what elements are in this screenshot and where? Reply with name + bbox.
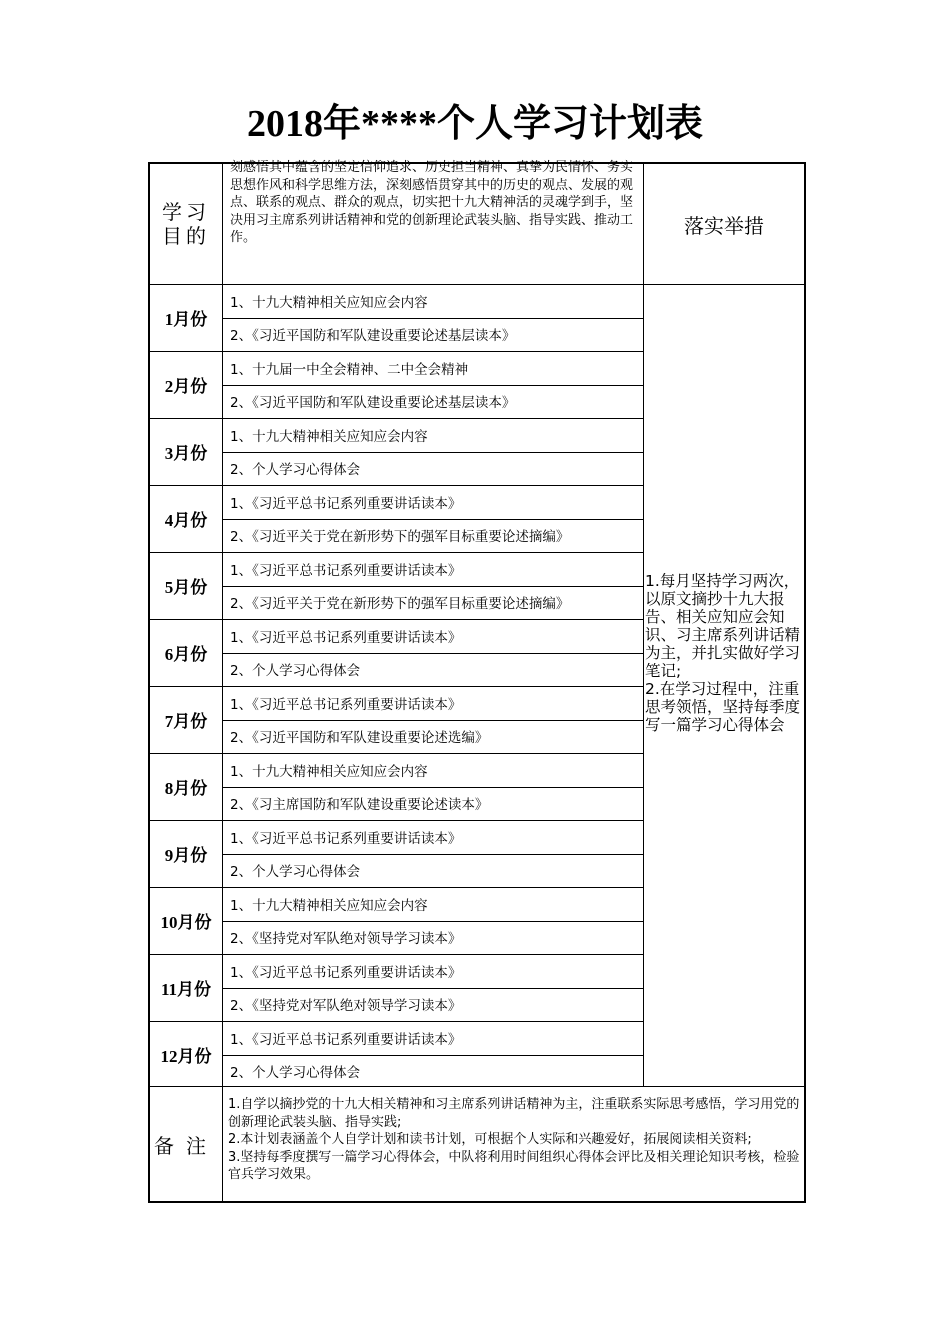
month-label: 7月份 xyxy=(164,712,208,731)
study-item: 1、《习近平总书记系列重要讲话读本》 xyxy=(230,696,462,713)
study-item: 1、十九大精神相关应知应会内容 xyxy=(230,294,428,311)
grid-line xyxy=(643,164,644,1086)
notes-label: 备注 xyxy=(154,1134,218,1158)
grid-line xyxy=(222,586,643,587)
month-label: 3月份 xyxy=(164,444,208,463)
study-item: 2、《习近平关于党在新形势下的强军目标重要论述摘编》 xyxy=(230,596,570,612)
study-item: 1、《习近平总书记系列重要讲话读本》 xyxy=(230,830,462,847)
month-label: 11月份 xyxy=(160,980,212,999)
purpose-label xyxy=(150,164,222,284)
plan-table xyxy=(148,162,806,1203)
grid-line xyxy=(222,1055,643,1056)
page-title: 2018年****个人学习计划表 xyxy=(246,103,703,145)
month-label: 5月份 xyxy=(164,578,208,597)
notes-text: 1.自学以摘抄党的十九大相关精神和习主席系列讲话精神为主，注重联系实际思考感悟，学习用党的创新理论武装头脑、指导实践; 2.本计划表涵盖个人自学计划和读书计划，可根据个人实际和兴趣爱好，拓展阅读相关资料; 3.坚持每季度撰写一篇学习心得体会，中队将利用时间组织心得体会评比及相关理论知识考核，检验官兵学习效果。 xyxy=(228,1097,800,1182)
measures-text: 1.每月坚持学习两次，以原文摘抄十九大报告、相关应知应会知识、习主席系列讲话精为主，并扎实做好学习笔记; 2.在学习过程中，注重思考领悟，坚持每季度写一篇学习心得体会 xyxy=(645,572,801,734)
month-label: 12月份 xyxy=(160,1047,212,1066)
study-item: 2、《习主席国防和军队建设重要论述读本》 xyxy=(230,797,489,813)
study-item: 1、《习近平总书记系列重要讲话读本》 xyxy=(230,1031,462,1048)
study-item: 2、《习近平关于党在新形势下的强军目标重要论述摘编》 xyxy=(230,529,570,545)
grid-line xyxy=(222,854,643,855)
month-label: 6月份 xyxy=(164,645,208,664)
study-item: 2、《坚持党对军队绝对领导学习读本》 xyxy=(230,931,462,947)
study-item: 2、个人学习心得体会 xyxy=(230,864,361,880)
study-item: 1、十九大精神相关应知应会内容 xyxy=(230,763,428,780)
study-item: 2、个人学习心得体会 xyxy=(230,462,361,478)
grid-line xyxy=(222,452,643,453)
month-label: 8月份 xyxy=(164,779,208,798)
month-label: 10月份 xyxy=(160,913,212,932)
study-item: 1、《习近平总书记系列重要讲话读本》 xyxy=(230,629,462,646)
grid-line xyxy=(222,318,643,319)
study-item: 2、《习近平国防和军队建设重要论述基层读本》 xyxy=(230,395,516,411)
month-label: 9月份 xyxy=(164,846,208,865)
study-item: 2、个人学习心得体会 xyxy=(230,663,361,679)
study-item: 1、《习近平总书记系列重要讲话读本》 xyxy=(230,495,462,512)
study-item: 1、十九大精神相关应知应会内容 xyxy=(230,428,428,445)
grid-line xyxy=(222,164,223,1201)
study-item: 2、个人学习心得体会 xyxy=(230,1065,361,1081)
grid-line xyxy=(222,988,643,989)
grid-line xyxy=(222,921,643,922)
grid-line xyxy=(222,787,643,788)
purpose-label-text: 学习 目的 xyxy=(162,200,210,248)
study-item: 1、十九届一中全会精神、二中全会精神 xyxy=(230,361,469,378)
measures-header: 落实举措 xyxy=(684,213,764,238)
study-item: 1、《习近平总书记系列重要讲话读本》 xyxy=(230,562,462,579)
month-label: 1月份 xyxy=(164,310,208,329)
grid-line xyxy=(222,385,643,386)
study-item: 2、《习近平国防和军队建设重要论述选编》 xyxy=(230,730,489,746)
study-item: 2、《坚持党对军队绝对领导学习读本》 xyxy=(230,998,462,1014)
study-item: 1、《习近平总书记系列重要讲话读本》 xyxy=(230,964,462,981)
study-item: 1、十九大精神相关应知应会内容 xyxy=(230,897,428,914)
study-item: 2、《习近平国防和军队建设重要论述基层读本》 xyxy=(230,328,516,344)
month-label: 4月份 xyxy=(164,511,208,530)
purpose-text: 刻感悟其中蕴含的坚定信仰追求、历史担当精神、真挚为民情怀、务实思想作风和科学思维方法，深刻感悟贯穿其中的历史的观点、发展的观点、联系的观点、群众的观点，切实把十九大精神活的灵魂学到手，坚决用习主席系列讲话精神和党的创新理论武装头脑、指导实践、推动工作。 xyxy=(230,160,634,245)
grid-line xyxy=(222,720,643,721)
month-label: 2月份 xyxy=(164,377,208,396)
grid-line xyxy=(222,653,643,654)
grid-line xyxy=(222,519,643,520)
